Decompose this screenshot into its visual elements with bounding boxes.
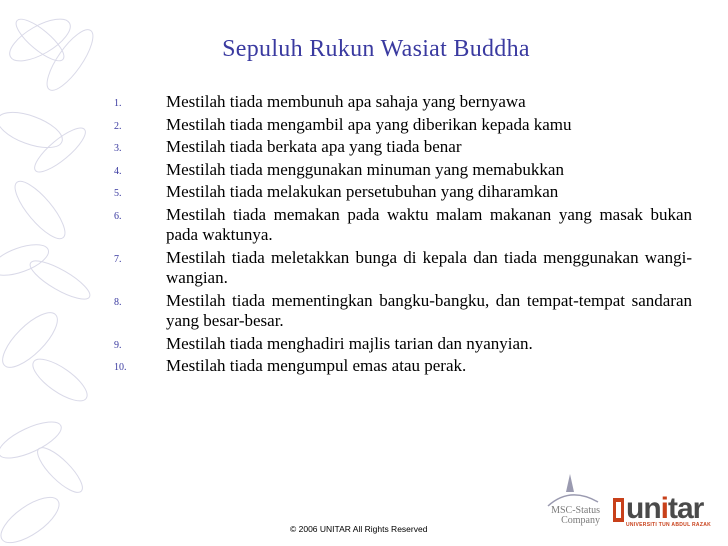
list-text: Mestilah tiada menghadiri majlis tarian dan nyanyian. bbox=[166, 333, 533, 353]
list-number: 6. bbox=[114, 210, 122, 222]
list-item bbox=[114, 115, 692, 136]
decorative-swirl-pattern bbox=[0, 0, 120, 546]
list-number: 8. bbox=[114, 296, 122, 308]
list-number: 4. bbox=[114, 165, 122, 177]
unitar-emblem-icon bbox=[612, 496, 626, 524]
unitar-logo bbox=[612, 492, 722, 528]
list-text: Mestilah tiada mengambil apa yang diberikan kepada kamu bbox=[166, 114, 572, 134]
list-text: Mestilah tiada memakan pada waktu malam makanan yang masak bukan pada waktunya. bbox=[166, 204, 692, 244]
list-number: 9. bbox=[114, 339, 122, 351]
list-text: Mestilah tiada mementingkan bangku-bangku, dan tempat-tempat sandaran yang besar-besar. bbox=[166, 290, 692, 330]
list-item bbox=[114, 356, 692, 377]
slide-title: Sepuluh Rukun Wasiat Buddha bbox=[222, 36, 530, 62]
list-item bbox=[114, 205, 692, 246]
unitar-subtitle: UNIVERSITI TUN ABDUL RAZAK bbox=[626, 522, 712, 528]
list-number: 1. bbox=[114, 98, 122, 109]
msc-line1: MSC-Status bbox=[551, 505, 600, 516]
list-item bbox=[114, 248, 692, 289]
list-text: Mestilah tiada membunuh apa sahaja yang bernyawa bbox=[166, 92, 526, 111]
list-item bbox=[114, 182, 692, 203]
list-item bbox=[114, 160, 692, 181]
numbered-list bbox=[114, 92, 692, 379]
list-text: Mestilah tiada meletakkan bunga di kepala dan tiada menggunakan wangi-wangian. bbox=[166, 247, 692, 287]
list-number: 10. bbox=[114, 362, 127, 373]
list-text: Mestilah tiada berkata apa yang tiada benar bbox=[166, 137, 462, 156]
list-item bbox=[114, 334, 692, 355]
msc-status-logo bbox=[538, 484, 608, 524]
list-number: 7. bbox=[114, 253, 122, 265]
msc-logo-text bbox=[551, 506, 600, 526]
list-text: Mestilah tiada menggunakan minuman yang memabukkan bbox=[166, 159, 564, 179]
list-item bbox=[114, 137, 692, 158]
unitar-wordmark: unitar bbox=[626, 492, 704, 525]
copyright-footer: © 2006 UNITAR All Rights Reserved bbox=[290, 524, 428, 534]
list-text: Mestilah tiada mengumpul emas atau perak. bbox=[166, 356, 467, 375]
list-item bbox=[114, 291, 692, 332]
list-item bbox=[114, 92, 692, 113]
list-text: Mestilah tiada melakukan persetubuhan yang diharamkan bbox=[166, 182, 559, 201]
list-number: 2. bbox=[114, 120, 122, 132]
msc-line2: Company bbox=[561, 515, 600, 526]
list-number: 5. bbox=[114, 188, 122, 199]
list-number: 3. bbox=[114, 143, 122, 154]
